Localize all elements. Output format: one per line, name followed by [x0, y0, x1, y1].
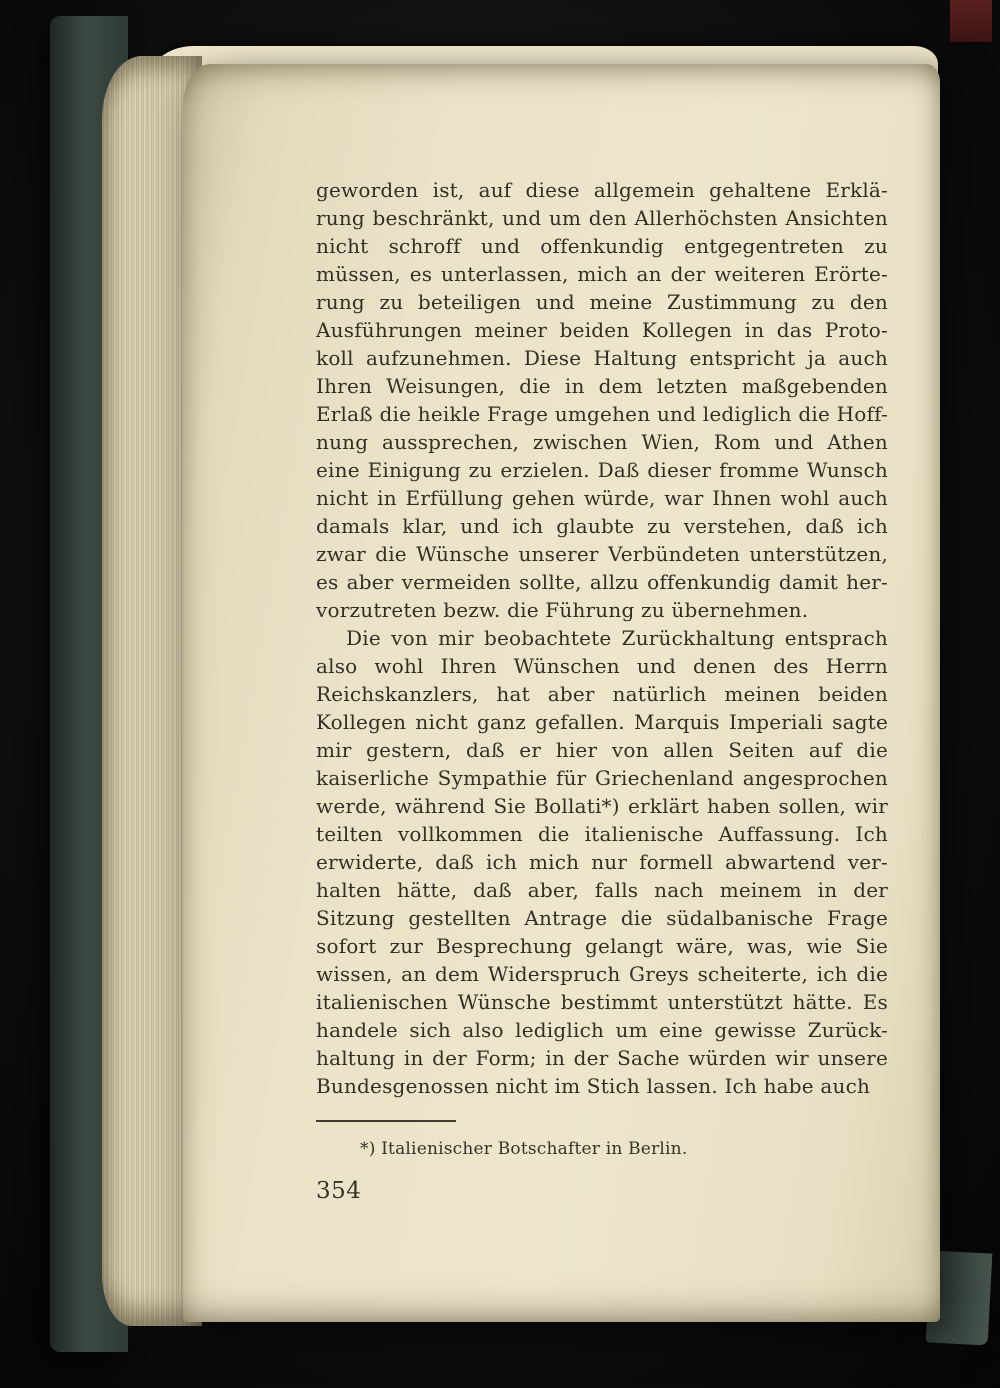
text-line: rung zu beteiligen und meine Zustimmung zu den [316, 290, 888, 314]
text-line: damals klar, und ich glaubte zu verstehen, daß ich [316, 514, 888, 538]
text-line: eine Einigung zu erzielen. Daß dieser fromme Wunsch [316, 458, 888, 482]
text-line: haltung in der Form; in der Sache würden wir unsere [316, 1046, 888, 1070]
background-book-spine [950, 0, 992, 42]
text-line: teilten vollkommen die italienische Auffassung. Ich [316, 822, 888, 846]
text-line: nicht schroff und offenkundig entgegentreten zu [316, 234, 888, 258]
text-line: mir gestern, daß er hier von allen Seiten auf die [316, 738, 888, 762]
text-line: Sitzung gestellten Antrage die südalbanische Frage [316, 906, 888, 930]
paragraph [316, 176, 888, 624]
text-line: Die von mir beobachtete Zurückhaltung entsprach [346, 626, 888, 650]
text-line: italienischen Wünsche bestimmt unterstützt hätte. Es [316, 990, 888, 1014]
text-line: Erlaß die heikle Frage umgehen und lediglich die Hoff- [316, 402, 888, 426]
footnote-rule [316, 1120, 456, 1122]
text-line: halten hätte, daß aber, falls nach meinem in der [316, 878, 888, 902]
text-line: kaiserliche Sympathie für Griechenland angesprochen [316, 766, 888, 790]
text-line: wissen, an dem Widerspruch Greys scheiterte, ich die [316, 962, 888, 986]
text-line: werde, während Sie Bollati*) erklärt haben sollen, wir [316, 794, 888, 818]
footnote-text: *) Italienischer Botschafter in Berlin. [360, 1139, 688, 1159]
text-line: Bundesgenossen nicht im Stich lassen. Ich habe auch [316, 1074, 871, 1098]
text-line: rung beschränkt, und um den Allerhöchsten Ansichten [316, 206, 888, 230]
page-number: 354 [316, 1178, 362, 1204]
page-text-block [316, 176, 888, 1160]
text-line: also wohl Ihren Wünschen und denen des Herrn [316, 654, 888, 678]
text-line: nung aussprechen, zwischen Wien, Rom und Athen [316, 430, 888, 454]
text-line: Ausführungen meiner beiden Kollegen in das Proto- [316, 318, 888, 342]
text-line: handele sich also lediglich um eine gewisse Zurück- [316, 1018, 888, 1042]
text-line: sofort zur Besprechung gelangt wäre, was, wie Sie [316, 934, 888, 958]
text-line: Ihren Weisungen, die in dem letzten maßgebenden [316, 374, 888, 398]
text-line: nicht in Erfüllung gehen würde, war Ihnen wohl auch [316, 486, 888, 510]
text-line: erwiderte, daß ich mich nur formell abwartend ver- [316, 850, 888, 874]
text-line: vorzutreten bezw. die Führung zu übernehmen. [316, 598, 809, 622]
paragraph [316, 624, 888, 1100]
text-line: Reichskanzlers, hat aber natürlich meinen beiden [316, 682, 888, 706]
text-line: geworden ist, auf diese allgemein gehaltene Erklä- [316, 178, 888, 202]
book-page [183, 64, 940, 1322]
text-line: zwar die Wünsche unserer Verbündeten unterstützen, [316, 542, 888, 566]
text-line: Kollegen nicht ganz gefallen. Marquis Imperiali sagte [316, 710, 888, 734]
text-line: koll aufzunehmen. Diese Haltung entspricht ja auch [316, 346, 888, 370]
body-text [316, 176, 888, 1100]
text-line: müssen, es unterlassen, mich an der weiteren Erörte- [316, 262, 888, 286]
text-line: es aber vermeiden sollte, allzu offenkundig damit her- [316, 570, 888, 594]
